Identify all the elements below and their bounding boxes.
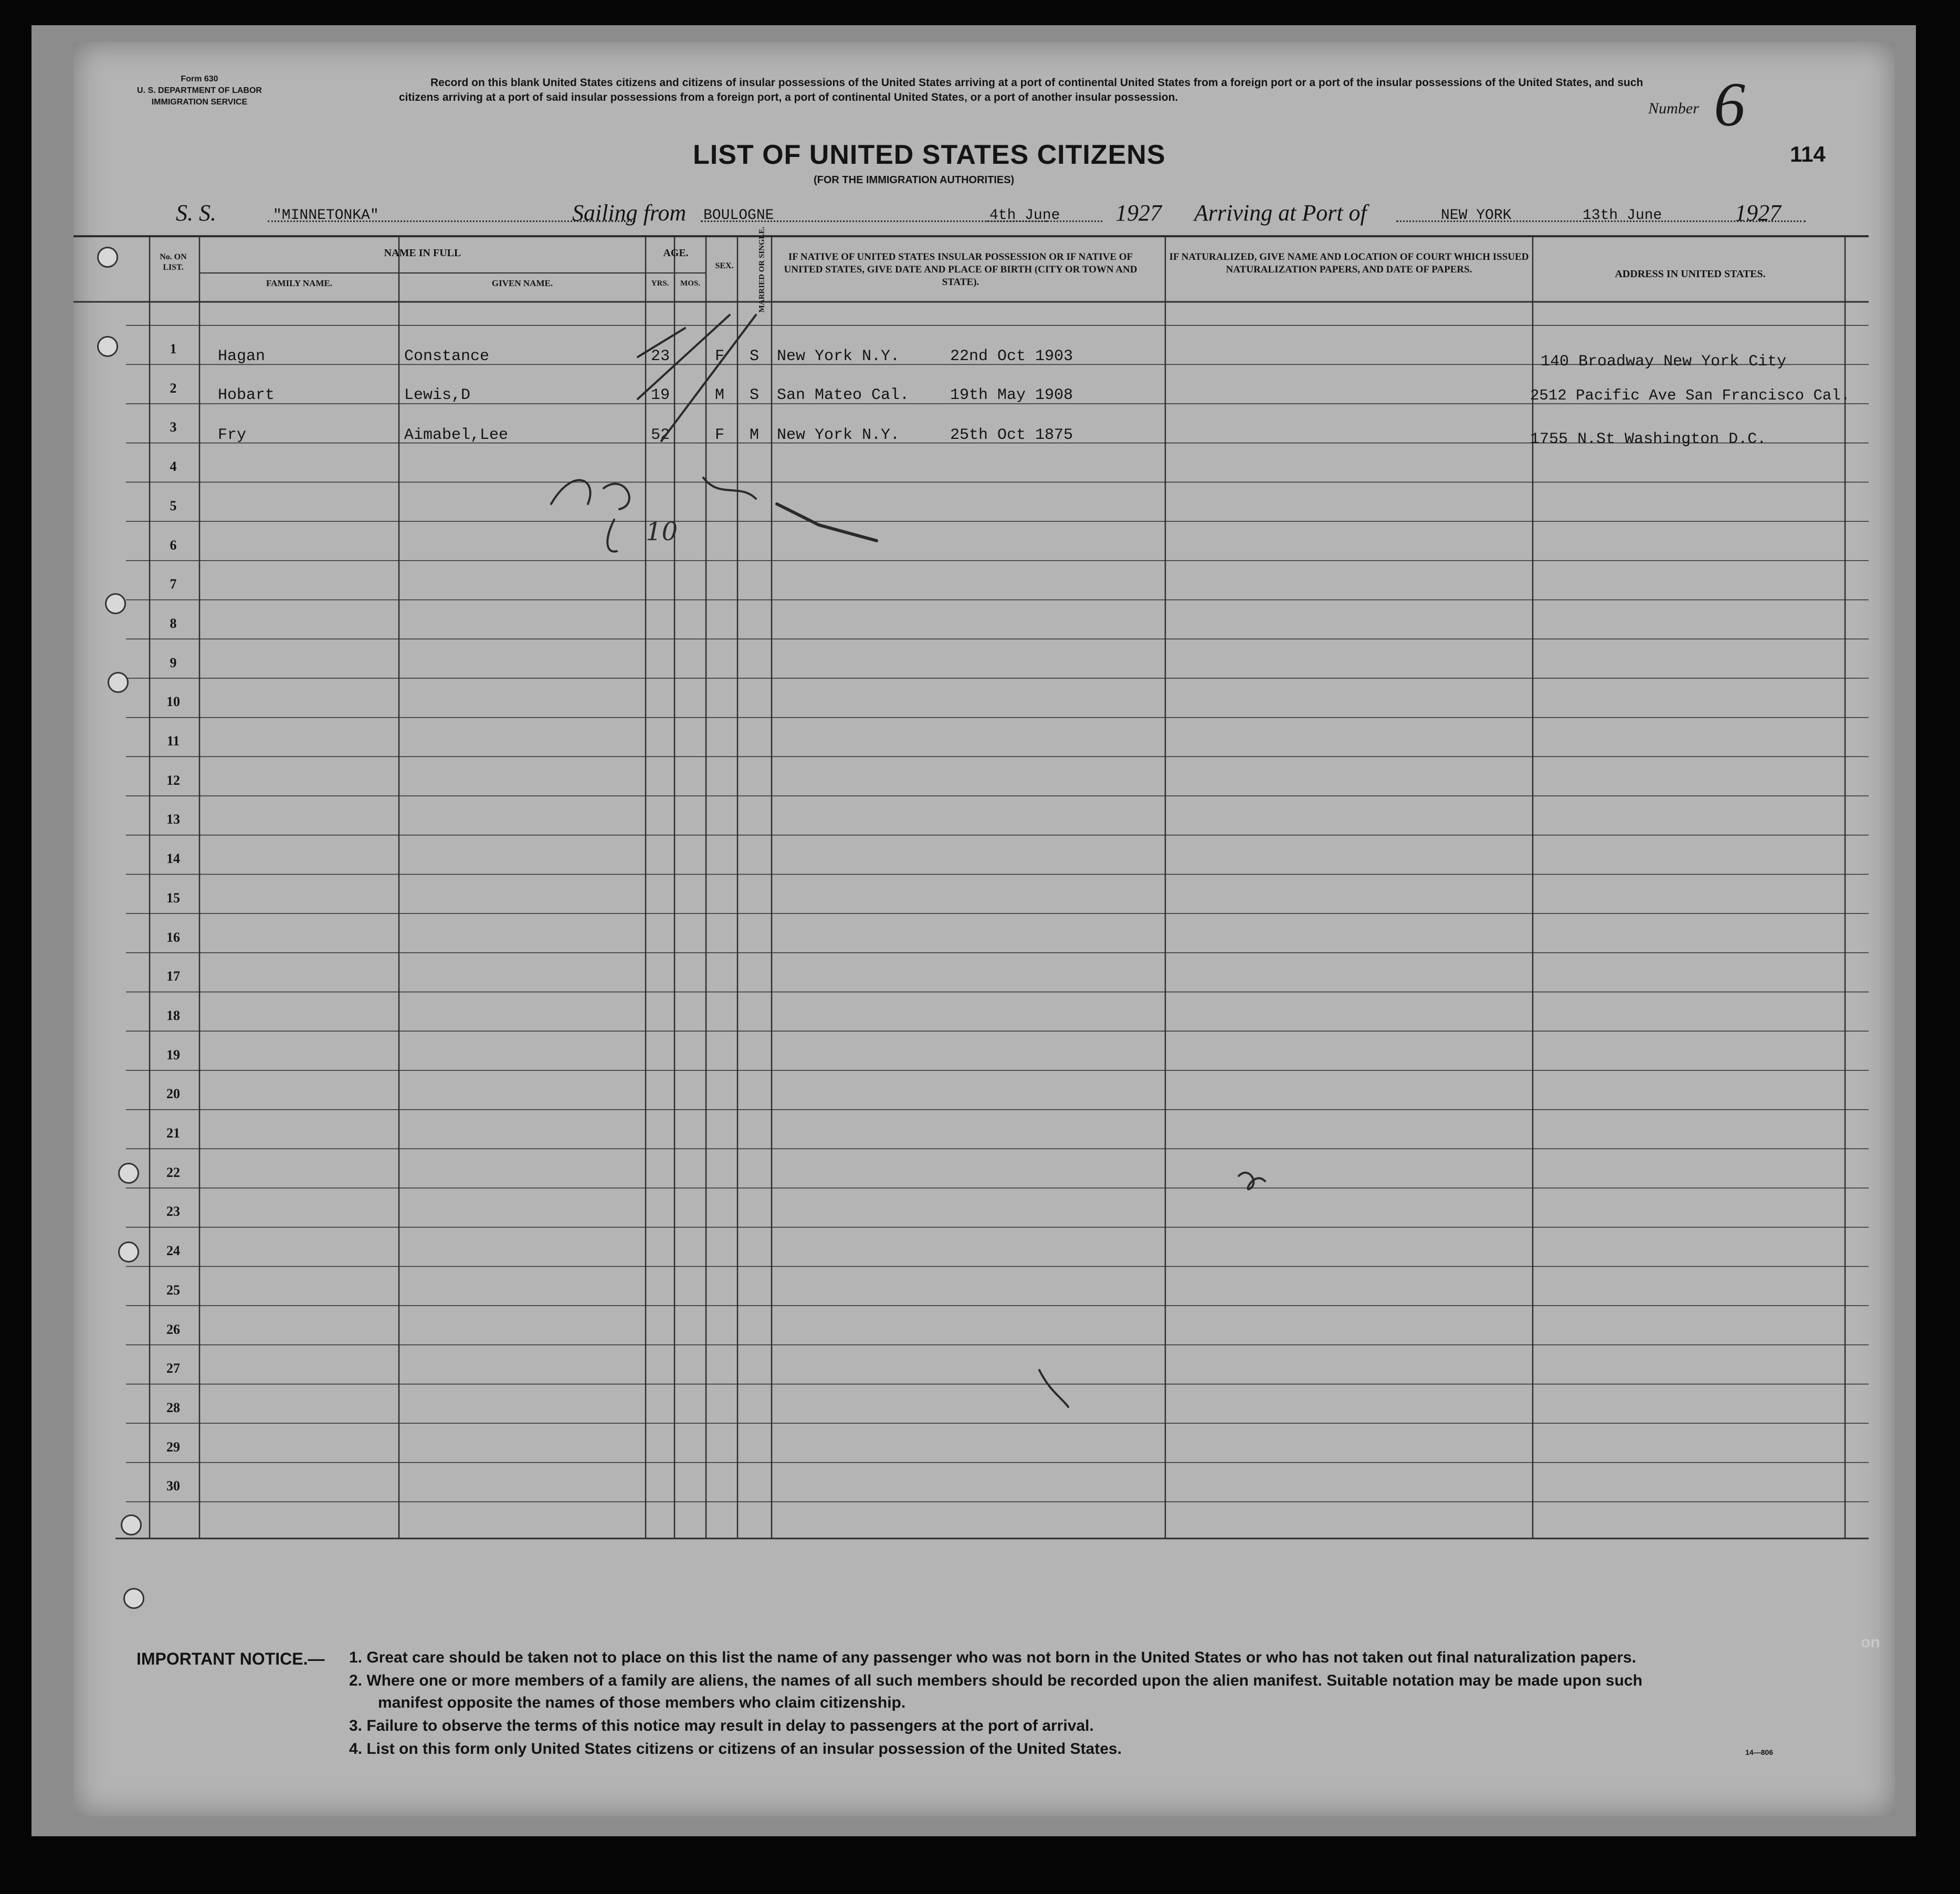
col-address-header: ADDRESS IN UNITED STATES. [1615, 268, 1766, 280]
punch-hole [121, 1514, 142, 1535]
row-number: 13 [166, 812, 180, 827]
row-number: 4 [170, 459, 177, 475]
col-yrs-header: YRS. [651, 279, 669, 288]
to-year: 1927 [1735, 200, 1781, 226]
row-number: 11 [166, 733, 180, 749]
row-number: 14 [166, 851, 180, 867]
row-number: 6 [170, 537, 177, 553]
form-number: Form 630 [181, 75, 218, 83]
row-number: 17 [166, 969, 180, 984]
age-years: 19 [651, 386, 670, 404]
row-number: 25 [166, 1282, 180, 1298]
row-number: 12 [166, 772, 180, 788]
given-name: Lewis,D [404, 386, 471, 404]
col-native-header: IF NATIVE OF UNITED STATES INSULAR POSSESSION OR IF NATIVE OF UNITED STATES, GIVE DATE AND PLACE OF BIRTH (CITY OR TOWN AND STATE). [784, 251, 1137, 288]
row-number: 30 [166, 1478, 180, 1494]
family-name: Hagan [218, 348, 266, 365]
department: U. S. DEPARTMENT OF LABOR [137, 86, 262, 95]
birth-place: New York N.Y. [777, 348, 900, 365]
row-number: 24 [166, 1243, 180, 1259]
row-number: 7 [170, 576, 177, 592]
row-number: 9 [170, 655, 177, 670]
notice-item-1: 1. Great care should be taken not to place on this list the name of any passenger who was not born in the United States or who has not taken out final naturalization papers. [349, 1649, 1637, 1666]
col-family-header: FAMILY NAME. [266, 278, 332, 288]
age-years: 23 [651, 348, 670, 365]
family-name: Hobart [218, 386, 275, 404]
from-year: 1927 [1115, 200, 1162, 226]
row-number: 2 [170, 380, 177, 396]
col-given-header: GIVEN NAME. [491, 278, 553, 288]
page-subtitle: (FOR THE IMMIGRATION AUTHORITIES) [814, 174, 1015, 186]
row-number: 16 [166, 929, 180, 945]
margin-mark: on [1861, 1634, 1880, 1651]
hand-note: 10 [646, 517, 678, 546]
to-port: NEW YORK [1441, 207, 1512, 224]
punch-hole [97, 247, 118, 268]
row-number: 19 [166, 1047, 180, 1062]
intro-instructions: Record on this blank United States citizens and citizens of insular possessions of the United States arriving at a port of continental United States from a foreign port or a port of the insular possessions of the United States, and such citizens arriving at a port of said insular possessions from a foreign port, a port of continental United States, or a port of another insular possession. [399, 77, 1643, 103]
page-number: 114 [1790, 142, 1826, 166]
col-name-header: NAME IN FULL [384, 247, 461, 259]
family-name: Fry [218, 426, 247, 444]
marital-status: S [750, 348, 760, 365]
row-number: 21 [166, 1125, 180, 1141]
sex: M [715, 386, 725, 404]
row-number: 27 [166, 1361, 180, 1376]
address: 2512 Pacific Ave San Francisco Cal. [1530, 387, 1850, 404]
punch-hole [118, 1163, 139, 1184]
row-number: 18 [166, 1007, 180, 1023]
row-number: 5 [170, 498, 177, 513]
col-mos-header: MOS. [680, 279, 700, 288]
punch-hole [123, 1588, 144, 1609]
row-number: 22 [166, 1164, 180, 1180]
handwritten-marks [73, 42, 1895, 1816]
from-port: BOULOGNE [703, 207, 774, 224]
birth-date: 25th Oct 1875 [950, 426, 1073, 444]
row-number: 1 [170, 341, 177, 356]
from-date: 4th June [989, 207, 1060, 224]
address: 1755 N.St Washington D.C. [1530, 430, 1767, 448]
row-number: 8 [170, 615, 177, 631]
punch-hole [105, 593, 126, 614]
col-no-header: No. ON LIST. [160, 252, 187, 272]
col-married-header: MARRIED OR SINGLE. [757, 226, 766, 313]
row-number: 20 [166, 1086, 180, 1102]
col-age-header: AGE. [663, 247, 689, 259]
manifest-sheet [73, 42, 1895, 1816]
col-naturalized-header: IF NATURALIZED, GIVE NAME AND LOCATION OF COURT WHICH ISSUED NATURALIZATION PAPERS, AND DATE OF PAPERS. [1169, 251, 1529, 275]
row-number: 10 [166, 694, 180, 710]
notice-lead: IMPORTANT NOTICE.— [136, 1649, 325, 1668]
ss-label: S. S. [176, 200, 216, 226]
sex: F [715, 426, 725, 444]
given-name: Aimabel,Lee [404, 426, 509, 444]
birth-date: 22nd Oct 1903 [950, 348, 1073, 365]
address: 140 Broadway New York City [1541, 353, 1787, 371]
number-label: Number [1648, 100, 1699, 117]
notice-item-2: 2. Where one or more members of a family are aliens, the names of all such members should be recorded upon the alien manifest. Suitable notation may be made upon such [349, 1672, 1642, 1689]
row-number: 28 [166, 1400, 180, 1415]
age-years: 52 [651, 426, 670, 444]
punch-hole [118, 1241, 139, 1262]
birth-date: 19th May 1908 [950, 386, 1073, 404]
punch-hole [97, 336, 118, 357]
birth-place: New York N.Y. [777, 426, 900, 444]
page-title: LIST OF UNITED STATES CITIZENS [693, 140, 1166, 170]
row-number: 3 [170, 419, 177, 435]
marital-status: S [750, 386, 760, 404]
notice-item-4: 4. List on this form only United States citizens or citizens of an insular possession of the United States. [349, 1740, 1122, 1758]
row-number: 15 [166, 890, 180, 906]
notice-item-3: 3. Failure to observe the terms of this notice may result in delay to passengers at the port of arrival. [349, 1717, 1094, 1734]
col-sex-header: SEX. [715, 261, 734, 270]
birth-place: San Mateo Cal. [777, 386, 910, 404]
marital-status: M [750, 426, 760, 444]
to-date: 13th June [1583, 207, 1662, 224]
row-number: 26 [166, 1321, 180, 1337]
given-name: Constance [404, 348, 490, 365]
arriving-label: Arriving at Port of [1194, 200, 1367, 226]
footer-code: 14—806 [1745, 1748, 1773, 1756]
row-number: 23 [166, 1204, 180, 1219]
notice-item-2-cont: manifest opposite the names of those members who claim citizenship. [378, 1694, 906, 1711]
row-number: 29 [166, 1439, 180, 1455]
ship-name: "MINNETONKA" [273, 207, 379, 224]
sex: F [715, 348, 725, 365]
number-value: 6 [1714, 69, 1745, 139]
service: IMMIGRATION SERVICE [151, 98, 248, 107]
punch-hole [108, 672, 129, 693]
sailing-from-label: Sailing from [572, 200, 687, 226]
